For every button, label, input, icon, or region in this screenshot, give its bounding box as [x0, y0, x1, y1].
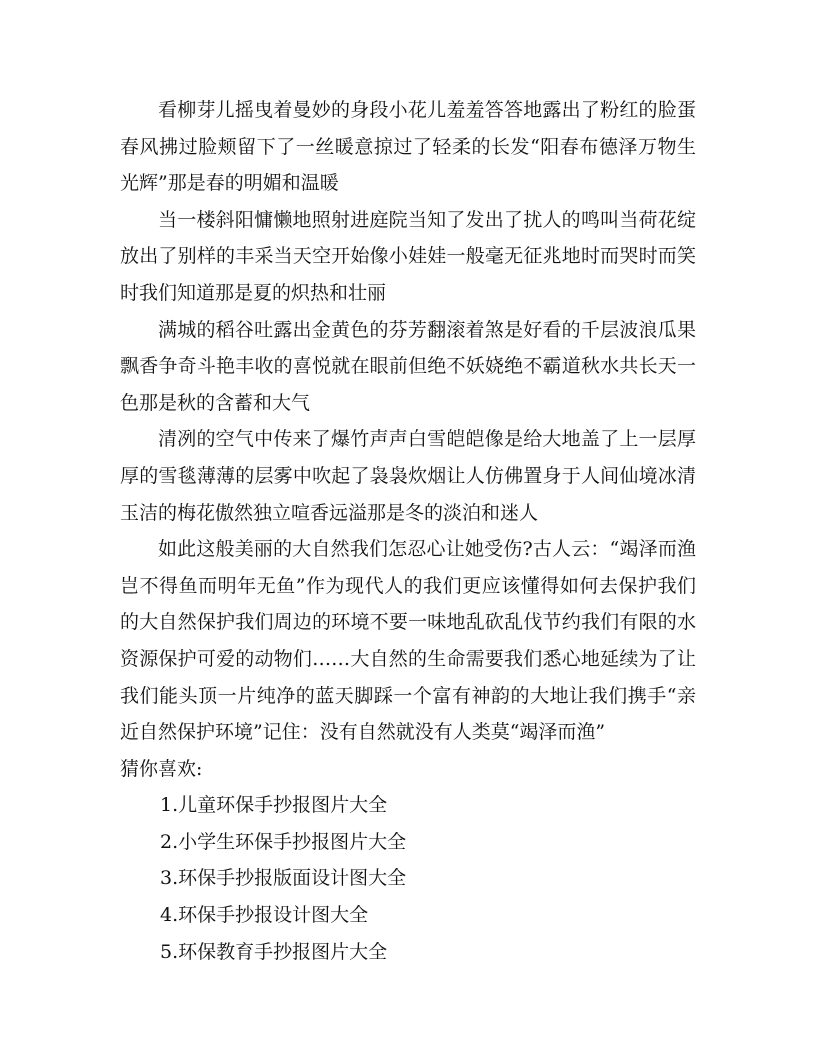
paragraph-summer: 当一楼斜阳慵懒地照射进庭院当知了发出了扰人的鸣叫当荷花绽放出了别样的丰采当天空开始像小娃娃一般毫无征兆地时而哭时而笑时我们知道那是夏的炽热和壮丽: [120, 208, 696, 304]
related-link-1[interactable]: 1.儿童环保手抄报图片大全: [160, 794, 388, 817]
paragraph-spring: 看柳芽儿摇曳着曼妙的身段小花儿羞羞答答地露出了粉红的脸蛋春风拂过脸颊留下了一丝暖意掠过了轻柔的长发“阳春布德泽万物生光辉”那是春的明媚和温暖: [120, 99, 696, 195]
related-list: [120, 787, 696, 970]
related-heading: 猜你喜欢:: [120, 757, 203, 780]
paragraph-autumn: 满城的稻谷吐露出金黄色的芬芳翻滚着煞是好看的千层波浪瓜果飘香争奇斗艳丰收的喜悦就在眼前但绝不妖娆绝不霸道秋水共长天一色那是秋的含蓄和大气: [120, 318, 696, 414]
related-link-2[interactable]: 2.小学生环保手抄报图片大全: [160, 830, 407, 853]
related-link-3[interactable]: 3.环保手抄报版面设计图大全: [160, 867, 407, 890]
related-link-5[interactable]: 5.环保教育手抄报图片大全: [160, 940, 388, 963]
paragraph-conclusion: 如此这般美丽的大自然我们怎忍心让她受伤?古人云：“竭泽而渔岂不得鱼而明年无鱼”作为现代人的我们更应该懂得如何去保护我们的大自然保护我们周边的环境不要一味地乱砍乱伐节约我们有限的水资源保护可爱的动物们……大自然的生命需要我们悉心地延续为了让我们能头顶一片纯净的蓝天脚踩一个富有神韵的大地让我们携手“亲近自然保护环境”记住：没有自然就没有人类莫“竭泽而渔”: [120, 538, 696, 744]
document-body: [120, 92, 696, 970]
related-link-4[interactable]: 4.环保手抄报设计图大全: [160, 904, 369, 927]
paragraph-winter: 清冽的空气中传来了爆竹声声白雪皑皑像是给大地盖了上一层厚厚的雪毯薄薄的层雾中吹起了袅袅炊烟让人仿佛置身于人间仙境冰清玉洁的梅花傲然独立喧香远溢那是冬的淡泊和迷人: [120, 428, 696, 524]
